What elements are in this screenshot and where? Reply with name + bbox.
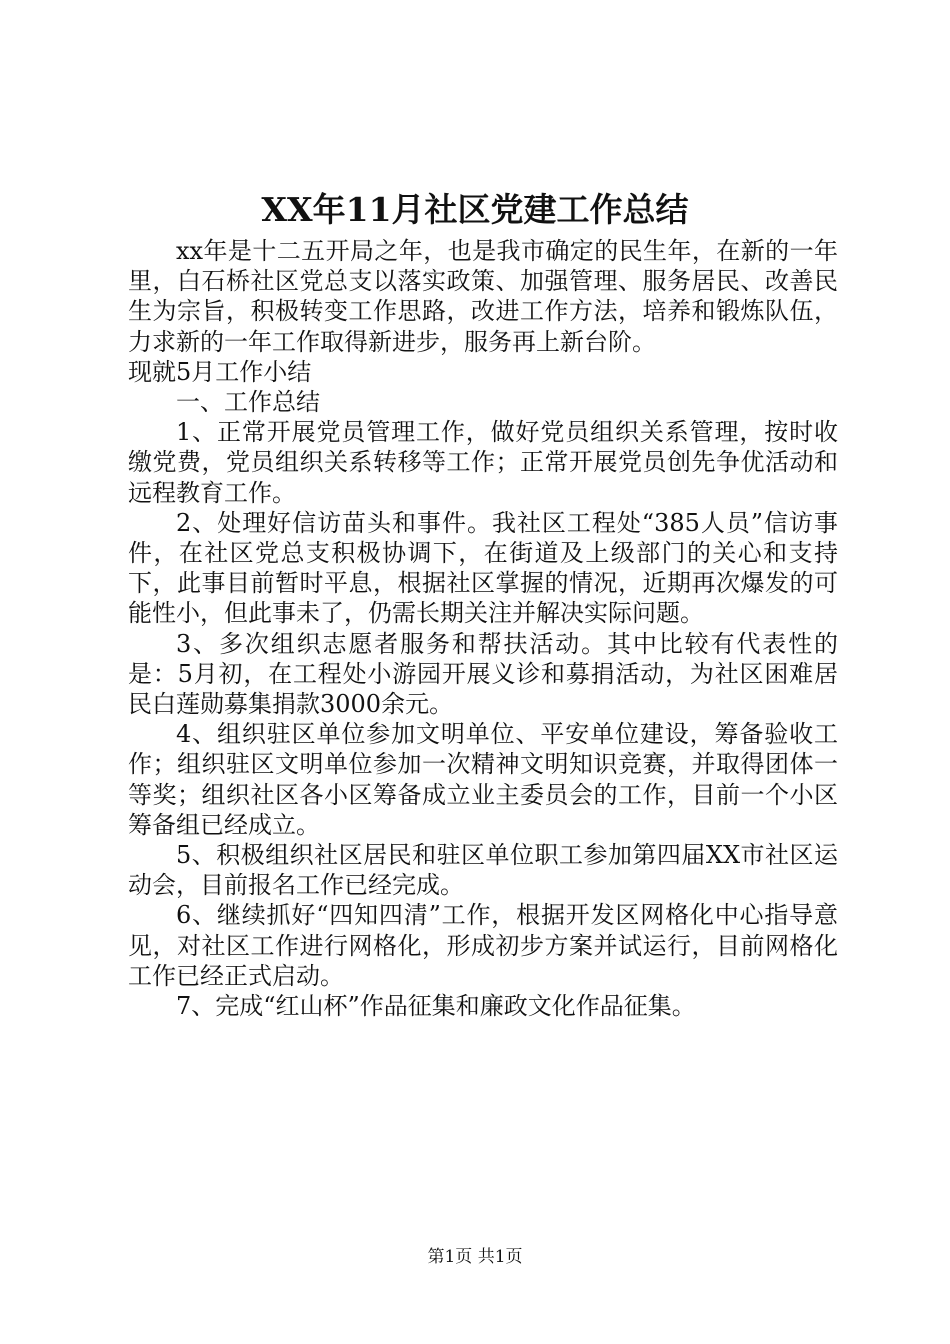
item-paragraph-1: 1、正常开展党员管理工作，做好党员组织关系管理，按时收缴党费，党员组织关系转移等工作；正常开展党员创先争优活动和远程教育工作。 (128, 418, 838, 507)
section-heading: 一、工作总结 (176, 388, 320, 417)
item-paragraph-4: 4、组织驻区单位参加文明单位、平安单位建设，筹备验收工作；组织驻区文明单位参加一次精神文明知识竞赛，并取得团体一等奖；组织社区各小区筹备成立业主委员会的工作，目前一个小区筹备组已经成立。 (128, 720, 838, 839)
document-body (128, 236, 838, 1021)
document-title: XX年11月社区党建工作总结 (261, 190, 689, 229)
summary-lead-paragraph: 现就5月工作小结 (128, 357, 312, 386)
item-paragraph-5: 5、积极组织社区居民和驻区单位职工参加第四届XX市社区运动会，目前报名工作已经完成。 (128, 841, 838, 900)
item-paragraph-3: 3、多次组织志愿者服务和帮扶活动。其中比较有代表性的是：5月初，在工程处小游园开展义诊和募捐活动，为社区困难居民白莲勋募集捐款3000余元。 (128, 629, 838, 719)
intro-paragraph: xx年是十二五开局之年，也是我市确定的民生年，在新的一年里，白石桥社区党总支以落实政策、加强管理、服务居民、改善民生为宗旨，积极转变工作思路，改进工作方法，培养和锻炼队伍，力求新的一年工作取得新进步，服务再上新台阶。 (128, 237, 838, 356)
page-footer: 第1页 共1页 (427, 1247, 523, 1267)
item-paragraph-6: 6、继续抓好“四知四清”工作，根据开发区网格化中心指导意见，对社区工作进行网格化，形成初步方案并试运行，目前网格化工作已经正式启动。 (128, 901, 838, 990)
item-paragraph-2: 2、处理好信访苗头和事件。我社区工程处“385人员”信访事件，在社区党总支积极协调下，在街道及上级部门的关心和支持下，此事目前暂时平息，根据社区掌握的情况，近期再次爆发的可能性小，但此事未了，仍需长期关注并解决实际问题。 (128, 508, 838, 628)
item-paragraph-7: 7、完成“红山杯”作品征集和廉政文化作品征集。 (176, 992, 696, 1021)
